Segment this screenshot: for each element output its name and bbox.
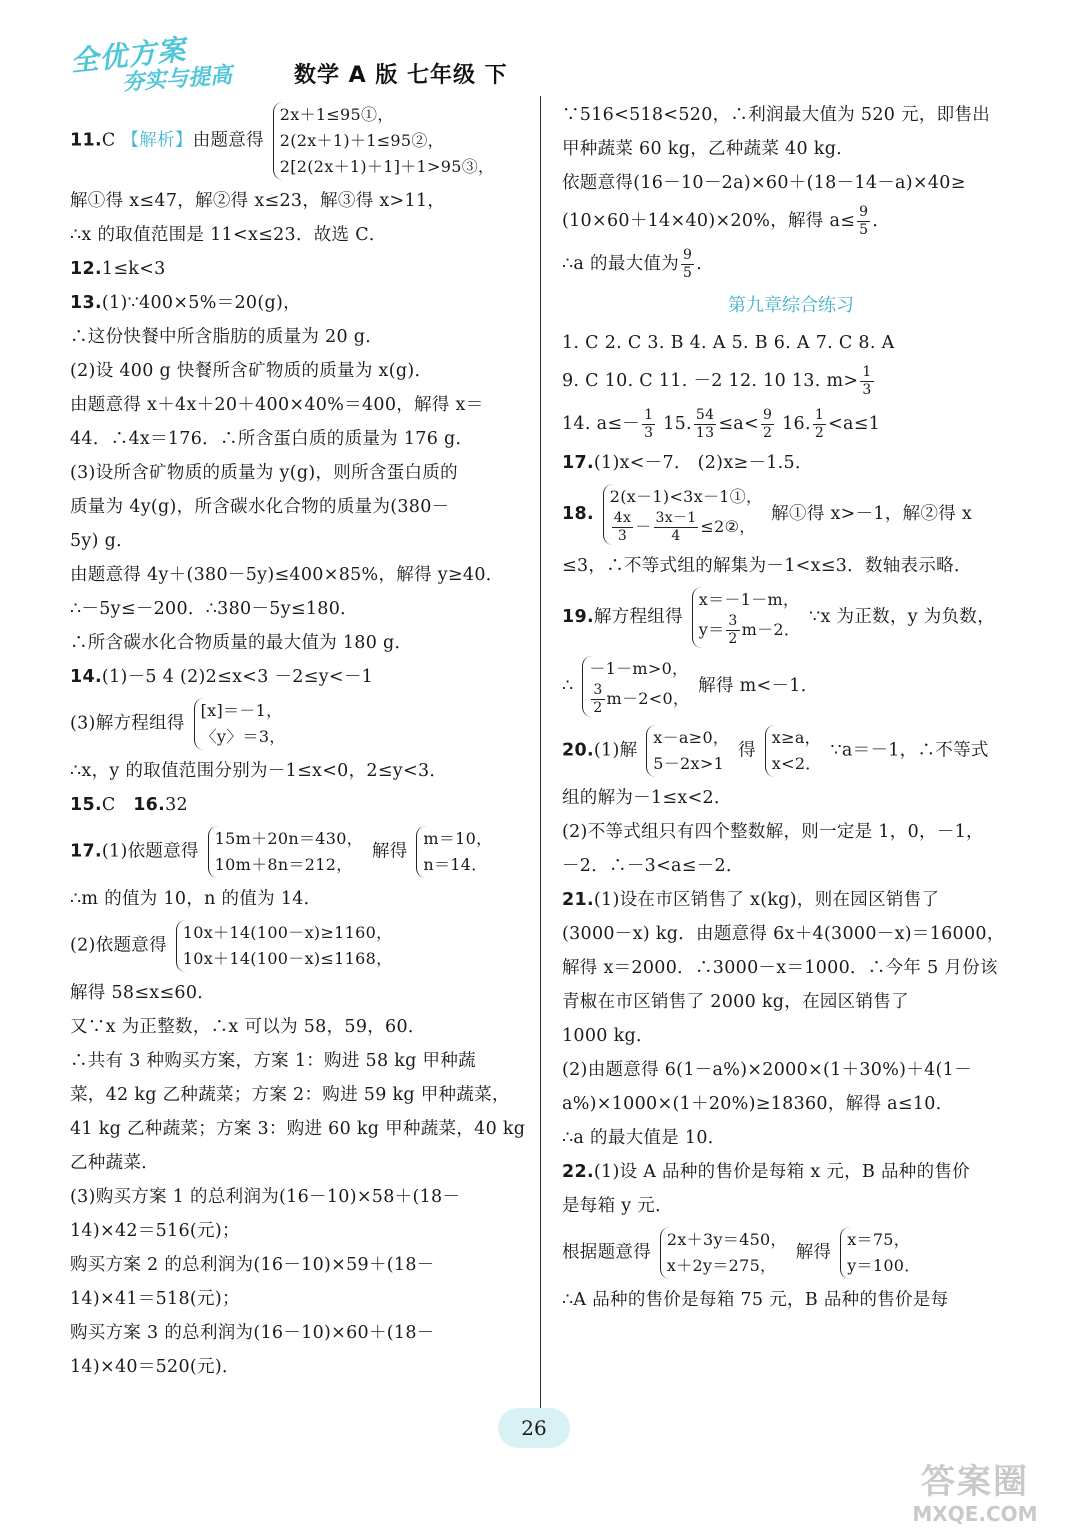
denominator: 2 <box>763 425 773 441</box>
answer-line <box>562 243 1020 286</box>
question-number: 22. <box>562 1162 594 1182</box>
system-row: x－a≥0， <box>653 728 730 747</box>
fraction <box>654 510 699 545</box>
answer-line: (2)设 400 g 快餐所含矿物质的质量为 x(g)． <box>70 361 433 381</box>
answer-line: ≤3，∴不等式组的解集为－1<x≤3．数轴表示略． <box>562 556 972 576</box>
answer-text: 16. <box>776 414 811 434</box>
system-row: 2x＋1≤95①， <box>279 105 394 124</box>
numerator: 9 <box>859 204 869 220</box>
answer-text: y＝ <box>698 620 725 639</box>
answer-line: 菜，42 kg 乙种蔬菜；方案 2：购进 59 kg 甲种蔬菜， <box>70 1085 510 1105</box>
answer-line: 14)×40＝520(元)． <box>70 1357 240 1377</box>
answer-text: － <box>635 517 652 536</box>
series-logo <box>62 32 272 94</box>
answer-line: 购买方案 2 的总利润为(16－10)×59＋(18－ <box>70 1255 435 1275</box>
inequality-system <box>176 920 393 972</box>
answer-line: (3)设所含矿物质的质量为 y(g)，则所含蛋白质的 <box>70 463 458 483</box>
numerator: 54 <box>695 407 715 423</box>
question-number: 11. <box>70 130 102 151</box>
answer-text: (3)解方程组得 <box>70 713 185 734</box>
answer-line: 由题意得 4y＋(380－5y)≤400×85%，解得 y≥40． <box>70 565 504 585</box>
answer-17 <box>70 822 520 882</box>
fraction <box>860 364 873 399</box>
answer-text: 解①得 x>－1，解②得 x <box>771 504 973 524</box>
numerator: 3x－1 <box>655 510 697 526</box>
answer-line: ∴所含碳水化合物质量的最大值为 180 g． <box>70 633 413 653</box>
answer-line: 购买方案 3 的总利润为(16－10)×60＋(18－ <box>70 1323 435 1343</box>
answer-line <box>562 360 1020 403</box>
equation-system <box>208 826 363 878</box>
answer-line <box>562 200 1020 243</box>
system-row: 10x＋14(100－x)≤1168， <box>182 949 393 968</box>
answer-line <box>562 403 1020 446</box>
numerator: 3 <box>593 682 603 698</box>
answer-line <box>562 652 1020 721</box>
answer-line: (2)由题意得 6(1－a%)×2000×(1＋30%)＋4(1－ <box>562 1060 972 1080</box>
watermark <box>890 1462 1060 1530</box>
answer-text: 根据题意得 <box>562 1242 651 1263</box>
question-number: 13. <box>70 293 102 313</box>
fraction <box>857 204 870 239</box>
answer-line: 44．∴4x＝176．∴所含蛋白质的质量为 176 g． <box>70 429 474 449</box>
answer-text: ∵x 为正数，y 为负数， <box>809 607 995 627</box>
system-row: 10x＋14(100－x)≥1160， <box>182 923 393 942</box>
system-row: 2[2(2x＋1)＋1]＋1>95③， <box>279 157 495 176</box>
answer-line: 解得 x＝2000．∴3000－x＝1000．∴今年 5 月份该 <box>562 958 998 978</box>
system-row: 10m＋8n＝212， <box>214 855 353 874</box>
answer-14 <box>70 660 520 694</box>
answer-17 <box>562 446 1020 480</box>
answer-line: (2)不等式组只有四个整数解，则一定是 1，0，－1， <box>562 822 984 842</box>
answer-text: ∴ <box>562 676 574 696</box>
answer-line: 青椒在市区销售了 2000 kg，在园区销售了 <box>562 992 909 1012</box>
question-number: 12. <box>70 259 102 279</box>
answer-text: 解得 <box>371 841 408 862</box>
numerator: 9 <box>683 247 693 263</box>
answer-text: 9. C 10. C 11. －2 12. 10 13. m> <box>562 371 859 391</box>
answer-text: (1)设在市区销售了 x(kg)，则在园区销售了 <box>593 890 940 910</box>
answer-line: 是每箱 y 元． <box>562 1196 673 1216</box>
system-row: x＝75， <box>847 1230 911 1249</box>
analysis-tag: 【解析】 <box>121 130 193 151</box>
answer-text: (1)－5 4 (2)2≤x<3 －2≤y<－1 <box>101 667 374 687</box>
system-row: 〈y〉＝3， <box>200 727 286 746</box>
answer-line: ∴m 的值为 10，n 的值为 14． <box>70 889 322 909</box>
question-number: 14. <box>70 667 102 687</box>
answer-text: ∴a 的最大值为 <box>562 254 680 274</box>
system-row <box>699 613 800 648</box>
answer-text: ． <box>696 254 715 274</box>
answer-line: (3000－x) kg．由题意得 6x＋4(3000－x)＝16000， <box>562 924 1005 944</box>
answer-text: (10×60＋14×40)×20%，解得 a≤ <box>562 211 856 231</box>
answer-12 <box>70 252 520 286</box>
logo-line-1: 全优方案 <box>68 33 188 78</box>
denominator: 3 <box>617 528 628 544</box>
answer-text: ≤2②， <box>700 517 756 536</box>
answer-line: 解得 58≤x≤60． <box>70 983 216 1003</box>
answer-line: ∵516<518<520，∴利润最大值为 520 元，即售出 <box>562 105 991 125</box>
answer-text: (1)解 <box>593 740 638 761</box>
answer-line: 1. C 2. C 3. B 4. A 5. B 6. A 7. C 8. A <box>562 333 895 353</box>
denominator: 13 <box>695 425 715 441</box>
question-number: 17. <box>70 841 102 862</box>
answer-line: ∴－5y≤－200．∴380－5y≤180． <box>70 599 358 619</box>
answer-19 <box>562 583 1020 652</box>
numerator: 1 <box>814 407 825 423</box>
fraction <box>726 613 739 648</box>
question-number: 18. <box>562 504 594 524</box>
denominator: 3 <box>862 382 872 398</box>
answer-line: ∴x，y 的取值范围分别为－1≤x<0，2≤y<3． <box>70 761 448 781</box>
answer-line <box>562 1223 1020 1283</box>
inequality-system <box>646 725 729 777</box>
system-row: 2x＋3y＝450， <box>666 1230 787 1249</box>
system-row <box>589 682 689 717</box>
right-column <box>562 98 1020 1317</box>
answer-text: 14. a≤－ <box>562 414 641 434</box>
system-row: [x]＝－1， <box>200 701 283 720</box>
system-row: n＝14． <box>423 855 488 874</box>
left-column <box>70 98 526 1384</box>
answer-line: 甲种蔬菜 60 kg，乙种蔬菜 40 kg． <box>562 139 854 159</box>
system-row: 15m＋20n＝430， <box>214 829 364 848</box>
equation-system <box>660 1227 787 1279</box>
numerator: 1 <box>644 407 654 423</box>
answer-text: 解得 m<－1． <box>698 676 819 696</box>
numerator: 9 <box>763 407 773 423</box>
system-row: x≥a， <box>771 728 821 747</box>
denominator: 3 <box>644 425 654 441</box>
denominator: 2 <box>593 700 603 716</box>
answer-20 <box>562 721 1020 781</box>
fraction <box>813 407 826 442</box>
system-row: 2(2x＋1)＋1≤95②， <box>279 131 444 150</box>
answer-line: 组的解为－1≤x<2． <box>562 788 732 808</box>
system-row: －1－m>0， <box>589 659 689 678</box>
answer-line: ∴A 品种的售价是每箱 75 元，B 品种的售价是每 <box>562 1290 949 1310</box>
fraction <box>681 247 694 282</box>
system-row: x＋2y＝275， <box>666 1256 777 1275</box>
answer-line: 41 kg 乙种蔬菜；方案 3：购进 60 kg 甲种蔬菜，40 kg <box>70 1119 526 1139</box>
answer-text: (1)设 A 品种的售价是每箱 x 元，B 品种的售价 <box>593 1162 970 1182</box>
equation-system <box>194 698 286 750</box>
answer-line: 解①得 x≤47，解②得 x≤23，解③得 x>11， <box>70 191 446 211</box>
answer-line: ∴a 的最大值是 10． <box>562 1128 726 1148</box>
denominator: 5 <box>859 222 869 238</box>
logo-line-2: 夯实与提高 <box>121 63 233 96</box>
column-divider <box>540 96 541 1428</box>
answer-line: 14)×42＝516(元)； <box>70 1221 240 1241</box>
system-row <box>610 510 763 545</box>
answer-text: m－2<0， <box>606 689 690 708</box>
page-number: 26 <box>498 1408 570 1448</box>
answer-line: ∴x 的取值范围是 11<x≤23．故选 C． <box>70 225 387 245</box>
question-number: 17. <box>562 453 594 473</box>
numerator: 3 <box>728 613 738 629</box>
system-row: x<2． <box>771 754 822 773</box>
inequality-system <box>603 484 763 545</box>
answer-18 <box>562 480 1020 549</box>
answer-text: (1)x<－7． (2)x≥－1.5． <box>593 453 813 473</box>
solution-system <box>840 1227 920 1279</box>
answer-21 <box>562 883 1020 917</box>
answer-line: 乙种蔬菜． <box>70 1153 159 1173</box>
fraction <box>761 407 774 442</box>
answer-text: (2)依题意得 <box>70 935 167 956</box>
question-number: 16. <box>133 795 166 815</box>
denominator: 2 <box>814 425 825 441</box>
answer-13 <box>70 286 520 320</box>
answer-text: 得 <box>738 740 756 761</box>
answer-line <box>70 916 520 976</box>
answer-line <box>70 694 520 754</box>
answer-text: 解方程组得 <box>593 607 683 627</box>
answer-text: (1)依题意得 <box>101 841 199 862</box>
question-number: 21. <box>562 890 594 910</box>
answer-choice: C <box>101 795 116 815</box>
answer-line: ∴共有 3 种购买方案，方案 1：购进 58 kg 甲种蔬 <box>70 1051 476 1071</box>
answer-choice: C <box>101 130 116 151</box>
answer-line: 又∵x 为正整数，∴x 可以为 58，59，60． <box>70 1017 426 1037</box>
answer-line: 1000 kg． <box>562 1026 654 1046</box>
numerator: 1 <box>862 364 872 380</box>
answer-line: 依题意得(16－10－2a)×60＋(18－14－a)×40≥ <box>562 173 966 193</box>
inequality-system <box>582 656 689 717</box>
solution-system <box>416 826 492 878</box>
answer-text: m－2． <box>741 620 801 639</box>
answer-text: 由题意得 <box>192 130 264 151</box>
section-title: 第九章综合练习 <box>728 295 854 316</box>
answer-line: 质量为 4y(g)，所含碳水化合物的质量为(380－ <box>70 497 450 517</box>
system-row: 2(x－1)<3x－1①， <box>609 487 763 506</box>
page-header <box>62 28 562 100</box>
system-row: m＝10， <box>423 829 493 848</box>
answer-text: <a≤1 <box>828 414 881 434</box>
fraction <box>642 407 655 442</box>
answer-text: 15. <box>657 414 692 434</box>
solution-system <box>765 725 822 777</box>
book-title: 数学 A 版 七年级 下 <box>294 63 508 88</box>
answer-text: 1≤k<3 <box>101 259 166 279</box>
answer-line: 由题意得 x＋4x＋20＋400×40%＝400，解得 x＝ <box>70 395 484 415</box>
answer-15-16 <box>70 788 520 822</box>
question-number: 19. <box>562 607 594 627</box>
answer-text: (1)∵400×5%＝20(g)， <box>101 293 301 313</box>
denominator: 5 <box>683 265 693 281</box>
answer-text: ≤a< <box>718 414 759 434</box>
system-row: 5－2x>1 <box>653 754 725 773</box>
numerator: 4x <box>613 510 632 526</box>
answer-line: 14)×41＝518(元)； <box>70 1289 240 1309</box>
fraction <box>591 682 604 717</box>
question-number: 15. <box>70 795 102 815</box>
system-row: x＝－1－m， <box>698 590 800 609</box>
answer-text: 解得 <box>795 1242 832 1263</box>
question-number: 20. <box>562 740 594 761</box>
answer-text: ． <box>872 211 891 231</box>
solution-system <box>692 587 800 648</box>
inequality-system <box>273 102 495 180</box>
answer-line: －2．∴－3<a≤－2． <box>562 856 744 876</box>
answer-line: a%)×1000×(1＋20%)≥18360，解得 a≤10． <box>562 1094 954 1114</box>
answer-text: 32 <box>165 795 188 815</box>
system-row: y＝100． <box>847 1256 921 1275</box>
answer-line: (3)购买方案 1 的总利润为(16－10)×58＋(18－ <box>70 1187 461 1207</box>
answer-text: ∵a＝－1，∴不等式 <box>830 740 989 761</box>
denominator: 4 <box>671 528 681 544</box>
answer-22 <box>562 1155 1020 1189</box>
answer-line: ∴这份快餐中所含脂肪的质量为 20 g． <box>70 327 384 347</box>
fraction <box>612 510 633 545</box>
answer-11 <box>70 98 520 184</box>
fraction <box>694 407 716 442</box>
answer-line: 5y) g． <box>70 531 134 551</box>
watermark-url: MXQE.COM <box>912 1502 1038 1526</box>
watermark-text: 答案圈 <box>921 1462 1029 1502</box>
denominator: 2 <box>728 631 738 647</box>
